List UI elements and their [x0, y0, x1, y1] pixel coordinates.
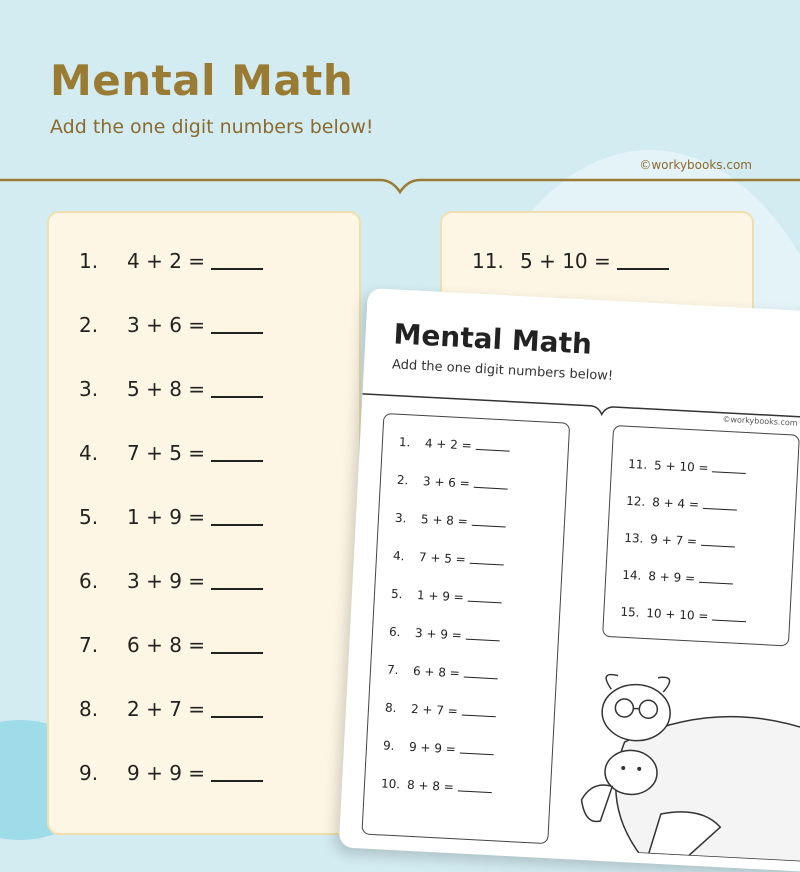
problem-number: 10.: [381, 776, 408, 791]
answer-blank[interactable]: [712, 471, 746, 474]
problem-number: 4.: [393, 549, 420, 564]
problem-row: [628, 457, 747, 477]
problem-row: [626, 494, 737, 514]
problem-expression: 3 + 9 =: [127, 569, 205, 593]
problem-number: 1.: [399, 435, 426, 450]
answer-blank[interactable]: [472, 525, 506, 528]
problem-expression: 5 + 8 =: [127, 377, 205, 401]
problem-row: [387, 663, 498, 683]
problem-expression: 8 + 8 =: [407, 778, 454, 794]
problem-number: 6.: [79, 569, 127, 593]
problem-row: [624, 531, 735, 551]
answer-blank[interactable]: [468, 601, 502, 604]
problem-number: 3.: [79, 377, 127, 401]
worksheet-panel-right: [602, 425, 800, 646]
answer-blank[interactable]: [703, 508, 737, 511]
answer-blank[interactable]: [460, 752, 494, 755]
answer-blank[interactable]: [464, 677, 498, 680]
answer-blank[interactable]: [211, 588, 263, 590]
problem-row: [79, 377, 263, 401]
worksheet-copyright: ©workybooks.com: [722, 415, 797, 428]
problem-row: [79, 761, 263, 785]
copyright-text: ©workybooks.com: [639, 158, 752, 172]
answer-blank[interactable]: [211, 652, 263, 654]
problem-expression: 1 + 9 =: [417, 588, 464, 604]
answer-blank[interactable]: [211, 460, 263, 462]
answer-blank[interactable]: [470, 563, 504, 566]
problems-panel-left: [47, 211, 361, 835]
problem-row: [79, 441, 263, 465]
problem-expression: 8 + 4 =: [652, 495, 699, 511]
problem-expression: 10 + 10 =: [646, 606, 709, 623]
worksheet-subtitle: Add the one digit numbers below!: [392, 357, 614, 384]
answer-blank[interactable]: [211, 524, 263, 526]
problem-row: [391, 587, 502, 607]
problem-number: 6.: [389, 625, 416, 640]
problem-expression: 9 + 7 =: [650, 532, 697, 548]
answer-blank[interactable]: [211, 396, 263, 398]
problem-number: 9.: [79, 761, 127, 785]
problem-row: [622, 568, 733, 588]
problem-expression: 2 + 7 =: [127, 697, 205, 721]
problem-expression: 5 + 10 =: [520, 249, 611, 273]
goat-mascot-illustration: [559, 649, 800, 862]
problem-number: 13.: [624, 531, 651, 546]
problem-number: 7.: [387, 663, 414, 678]
problem-row: [385, 700, 496, 720]
problem-expression: 4 + 2 =: [425, 436, 472, 452]
problem-number: 8.: [79, 697, 127, 721]
problem-expression: 1 + 9 =: [127, 505, 205, 529]
answer-blank[interactable]: [211, 332, 263, 334]
problem-expression: 9 + 9 =: [127, 761, 205, 785]
answer-blank[interactable]: [211, 716, 263, 718]
problem-number: 1.: [79, 249, 127, 273]
problem-row: [397, 473, 508, 493]
problem-row: [79, 313, 263, 337]
problem-row: [620, 605, 747, 626]
problem-row: [393, 549, 504, 569]
page-subtitle: Add the one digit numbers below!: [50, 116, 374, 138]
worksheet-panel-left: [361, 413, 570, 844]
problem-number: 2.: [397, 473, 424, 488]
problem-number: 15.: [620, 605, 647, 620]
problem-row: [395, 511, 506, 531]
problem-number: 8.: [385, 700, 412, 715]
answer-blank[interactable]: [617, 268, 669, 270]
problem-expression: 3 + 6 =: [423, 474, 470, 490]
problem-expression: 3 + 6 =: [127, 313, 205, 337]
answer-blank[interactable]: [712, 619, 746, 622]
problem-number: 11.: [628, 457, 655, 472]
problem-expression: 4 + 2 =: [127, 249, 205, 273]
problem-expression: 2 + 7 =: [411, 702, 458, 718]
problem-row: [79, 633, 263, 657]
problem-row: [472, 249, 669, 273]
problem-row: [383, 738, 494, 758]
answer-blank[interactable]: [699, 582, 733, 585]
answer-blank[interactable]: [474, 487, 508, 490]
problem-row: [79, 249, 263, 273]
problem-row: [399, 435, 510, 455]
answer-blank[interactable]: [701, 545, 735, 548]
problem-expression: 6 + 8 =: [413, 664, 460, 680]
worksheet-preview: [339, 288, 800, 872]
problem-number: 5.: [79, 505, 127, 529]
answer-blank[interactable]: [466, 639, 500, 642]
problem-expression: 7 + 5 =: [127, 441, 205, 465]
problem-number: 12.: [626, 494, 653, 509]
problem-row: [381, 776, 492, 796]
problem-row: [389, 625, 500, 645]
worksheet-title: Mental Math: [393, 317, 593, 360]
problem-number: 11.: [472, 249, 520, 273]
problem-number: 9.: [383, 738, 410, 753]
answer-blank[interactable]: [211, 268, 263, 270]
problem-number: 3.: [395, 511, 422, 526]
problem-row: [79, 505, 263, 529]
answer-blank[interactable]: [476, 449, 510, 452]
header-divider: [0, 170, 800, 200]
problem-expression: 9 + 9 =: [409, 740, 456, 756]
problem-number: 4.: [79, 441, 127, 465]
problem-expression: 5 + 8 =: [421, 512, 468, 528]
problem-expression: 3 + 9 =: [415, 626, 462, 642]
problem-number: 2.: [79, 313, 127, 337]
problem-number: 5.: [391, 587, 418, 602]
problem-expression: 8 + 9 =: [648, 569, 695, 585]
problem-number: 14.: [622, 568, 649, 583]
problem-expression: 5 + 10 =: [654, 458, 709, 475]
problem-expression: 7 + 5 =: [419, 550, 466, 566]
answer-blank[interactable]: [211, 780, 263, 782]
answer-blank[interactable]: [458, 790, 492, 793]
problem-row: [79, 697, 263, 721]
problem-number: 7.: [79, 633, 127, 657]
page-title: Mental Math: [50, 56, 353, 105]
problem-expression: 6 + 8 =: [127, 633, 205, 657]
problem-row: [79, 569, 263, 593]
answer-blank[interactable]: [462, 714, 496, 717]
